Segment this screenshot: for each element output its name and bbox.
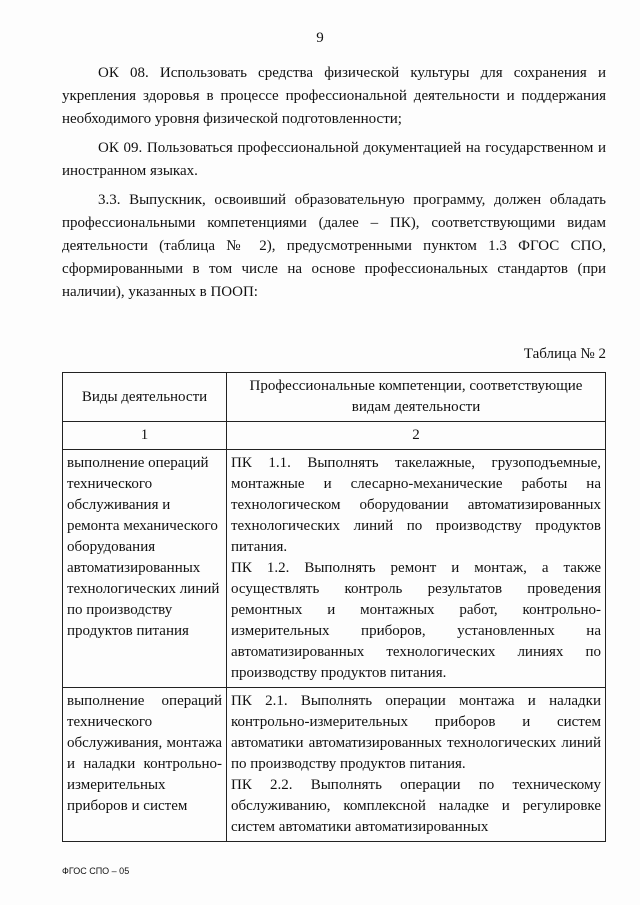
competency-item: ПК 1.2. Выполнять ремонт и монтаж, а также осуществлять контроль результатов проведения ремонтных и монтажных работ, контрольно-измерительных приборов, установленных на автоматизированных технологических линиях по производству продуктов питания. bbox=[231, 560, 601, 681]
competency-item: ПК 2.1. Выполнять операции монтажа и наладки контрольно-измерительных приборов и систем автоматики автоматизированных технологических линий по производству продуктов питания. bbox=[231, 693, 601, 772]
activity-cell: выполнение операций технического обслуживания и ремонта механического оборудования автоматизированных технологических линий по производству продуктов питания bbox=[63, 450, 227, 688]
competencies-cell bbox=[227, 688, 606, 842]
body-text bbox=[62, 62, 606, 310]
header-competencies: Профессиональные компетенции, соответствующие видам деятельности bbox=[227, 373, 606, 422]
header-activity: Виды деятельности bbox=[63, 373, 227, 422]
paragraph-ok09: ОК 09. Пользоваться профессиональной документацией на государственном и иностранном языках. bbox=[62, 140, 606, 179]
page-number: 9 bbox=[316, 30, 324, 46]
table-header-row bbox=[63, 373, 606, 422]
competency-item: ПК 2.2. Выполнять операции по техническому обслуживанию, комплексной наладке и регулировке систем автоматики автоматизированных bbox=[231, 777, 601, 835]
paragraph-ok08: ОК 08. Использовать средства физической культуры для сохранения и укрепления здоровья в процессе профессиональной деятельности и поддержания необходимого уровня физической подготовленности; bbox=[62, 65, 606, 127]
competencies-cell bbox=[227, 450, 606, 688]
table-row bbox=[63, 450, 606, 688]
competency-item: ПК 1.1. Выполнять такелажные, грузоподъемные, монтажные и слесарно-механические работы на технологическом оборудовании автоматизированных технологических линий по производству продуктов питания. bbox=[231, 455, 601, 555]
column-number: 2 bbox=[227, 422, 606, 450]
paragraph-3-3: 3.3. Выпускник, освоивший образовательную программу, должен обладать профессиональными компетенциями (далее – ПК), соответствующими видам деятельности (таблица № 2), предусмотренными пунктом 1.3 ФГОС СПО, сформированными в том числе на основе профессиональных стандартов (при наличии), указанных в ПООП: bbox=[62, 192, 606, 300]
table-caption: Таблица № 2 bbox=[523, 346, 606, 362]
column-number: 1 bbox=[63, 422, 227, 450]
table-row bbox=[63, 688, 606, 842]
activity-cell: выполнение операций технического обслуживания, монтажа и наладки контрольно-измерительных приборов и систем bbox=[63, 688, 227, 842]
footer-label: ФГОС СПО – 05 bbox=[62, 866, 130, 876]
competency-table bbox=[62, 372, 606, 842]
column-number-row bbox=[63, 422, 606, 450]
